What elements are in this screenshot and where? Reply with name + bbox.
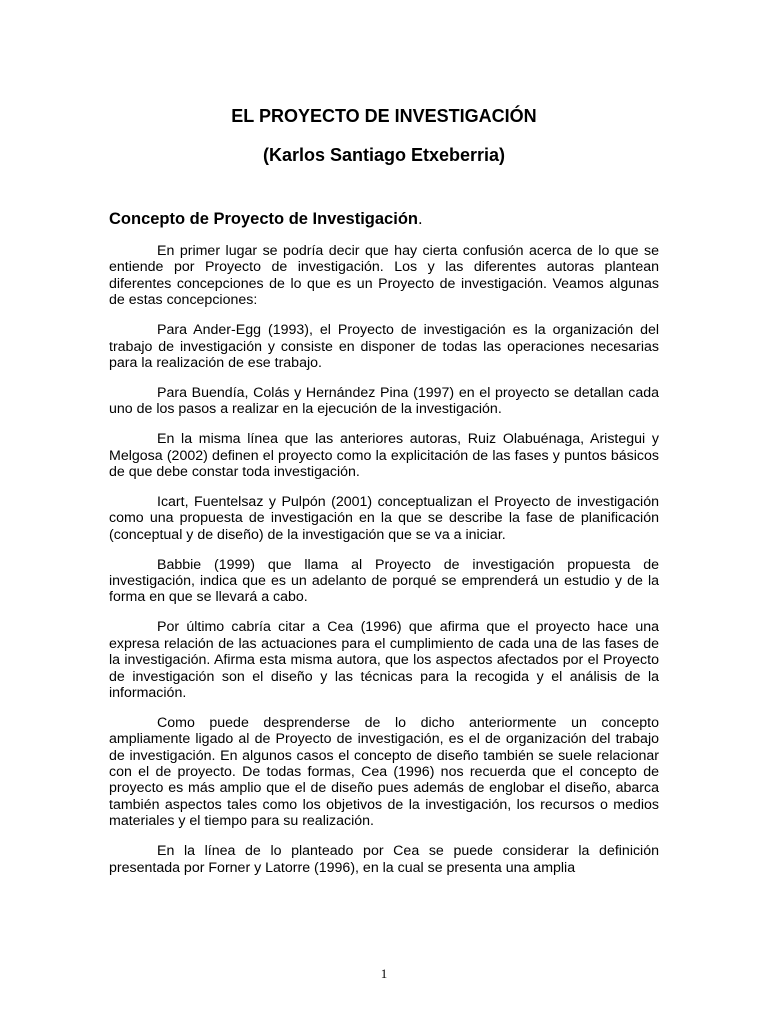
document-author: (Karlos Santiago Etxeberria) [262, 145, 506, 165]
paragraph: Por último cabría citar a Cea (1996) que afirma que el proyecto hace una expresa relación de las actuaciones para el cumplimiento de cada una de las fases de la investigación. Afirma esta misma autora, que los aspectos afectados por el Proyecto de investigación son el diseño y las técnicas para la recogida y el análisis de la información. [109, 619, 659, 701]
paragraph: Babbie (1999) que llama al Proyecto de investigación propuesta de investigación, indica que es un adelanto de porqué se emprenderá un estudio y de la forma en que se llevará a cabo. [109, 556, 659, 606]
paragraph: En la misma línea que las anteriores autoras, Ruiz Olabuénaga, Aristegui y Melgosa (2002) definen el proyecto como la explicitación de las fases y puntos básicos de que debe constar toda investigación. [109, 431, 659, 480]
paragraph: Icart, Fuentelsaz y Pulpón (2001) conceptualizan el Proyecto de investigación como una propuesta de investigación en la que se describe la fase de planificación (conceptual y de diseño) de la investigación que se va a iniciar. [109, 493, 659, 543]
paragraph: Para Buendía, Colás y Hernández Pina (1997) en el proyecto se detallan cada uno de los pasos a realizar en la ejecución de la investigación. [109, 384, 659, 418]
paragraph: En la línea de lo planteado por Cea se puede considerar la definición presentada por Forner y Latorre (1996), en la cual se presenta una amplia [109, 843, 659, 876]
page-number: 1 [380, 966, 388, 981]
body-text [109, 243, 659, 890]
paragraph: Como puede desprenderse de lo dicho anteriormente un concepto ampliamente ligado al de Proyecto de investigación, es el de organización del trabajo de investigación. En algunos casos el concepto de diseño también se suele relacionar con el de proyecto. De todas formas, Cea (1996) nos recuerda que el concepto de proyecto es más amplio que el de diseño pues además de englobar el diseño, abarca también aspectos tales como los objetivos de la investigación, los recursos o medios materiales y el tiempo para su realización. [109, 714, 659, 830]
section-heading [109, 208, 423, 230]
section-heading-text: Concepto de Proyecto de Investigación [109, 210, 418, 228]
paragraph: Para Ander-Egg (1993), el Proyecto de investigación es la organización del trabajo de investigación y consiste en disponer de todas las operaciones necesarias para la realización de ese trabajo. [109, 322, 659, 371]
document-title: EL PROYECTO DE INVESTIGACIÓN [231, 106, 537, 126]
section-heading-punctuation: . [417, 210, 423, 228]
paragraph: En primer lugar se podría decir que hay cierta confusión acerca de lo que se entiende por Proyecto de investigación. Los y las diferentes autoras plantean diferentes concepciones de lo que es un Proyecto de investigación. Veamos algunas de estas concepciones: [109, 243, 659, 309]
